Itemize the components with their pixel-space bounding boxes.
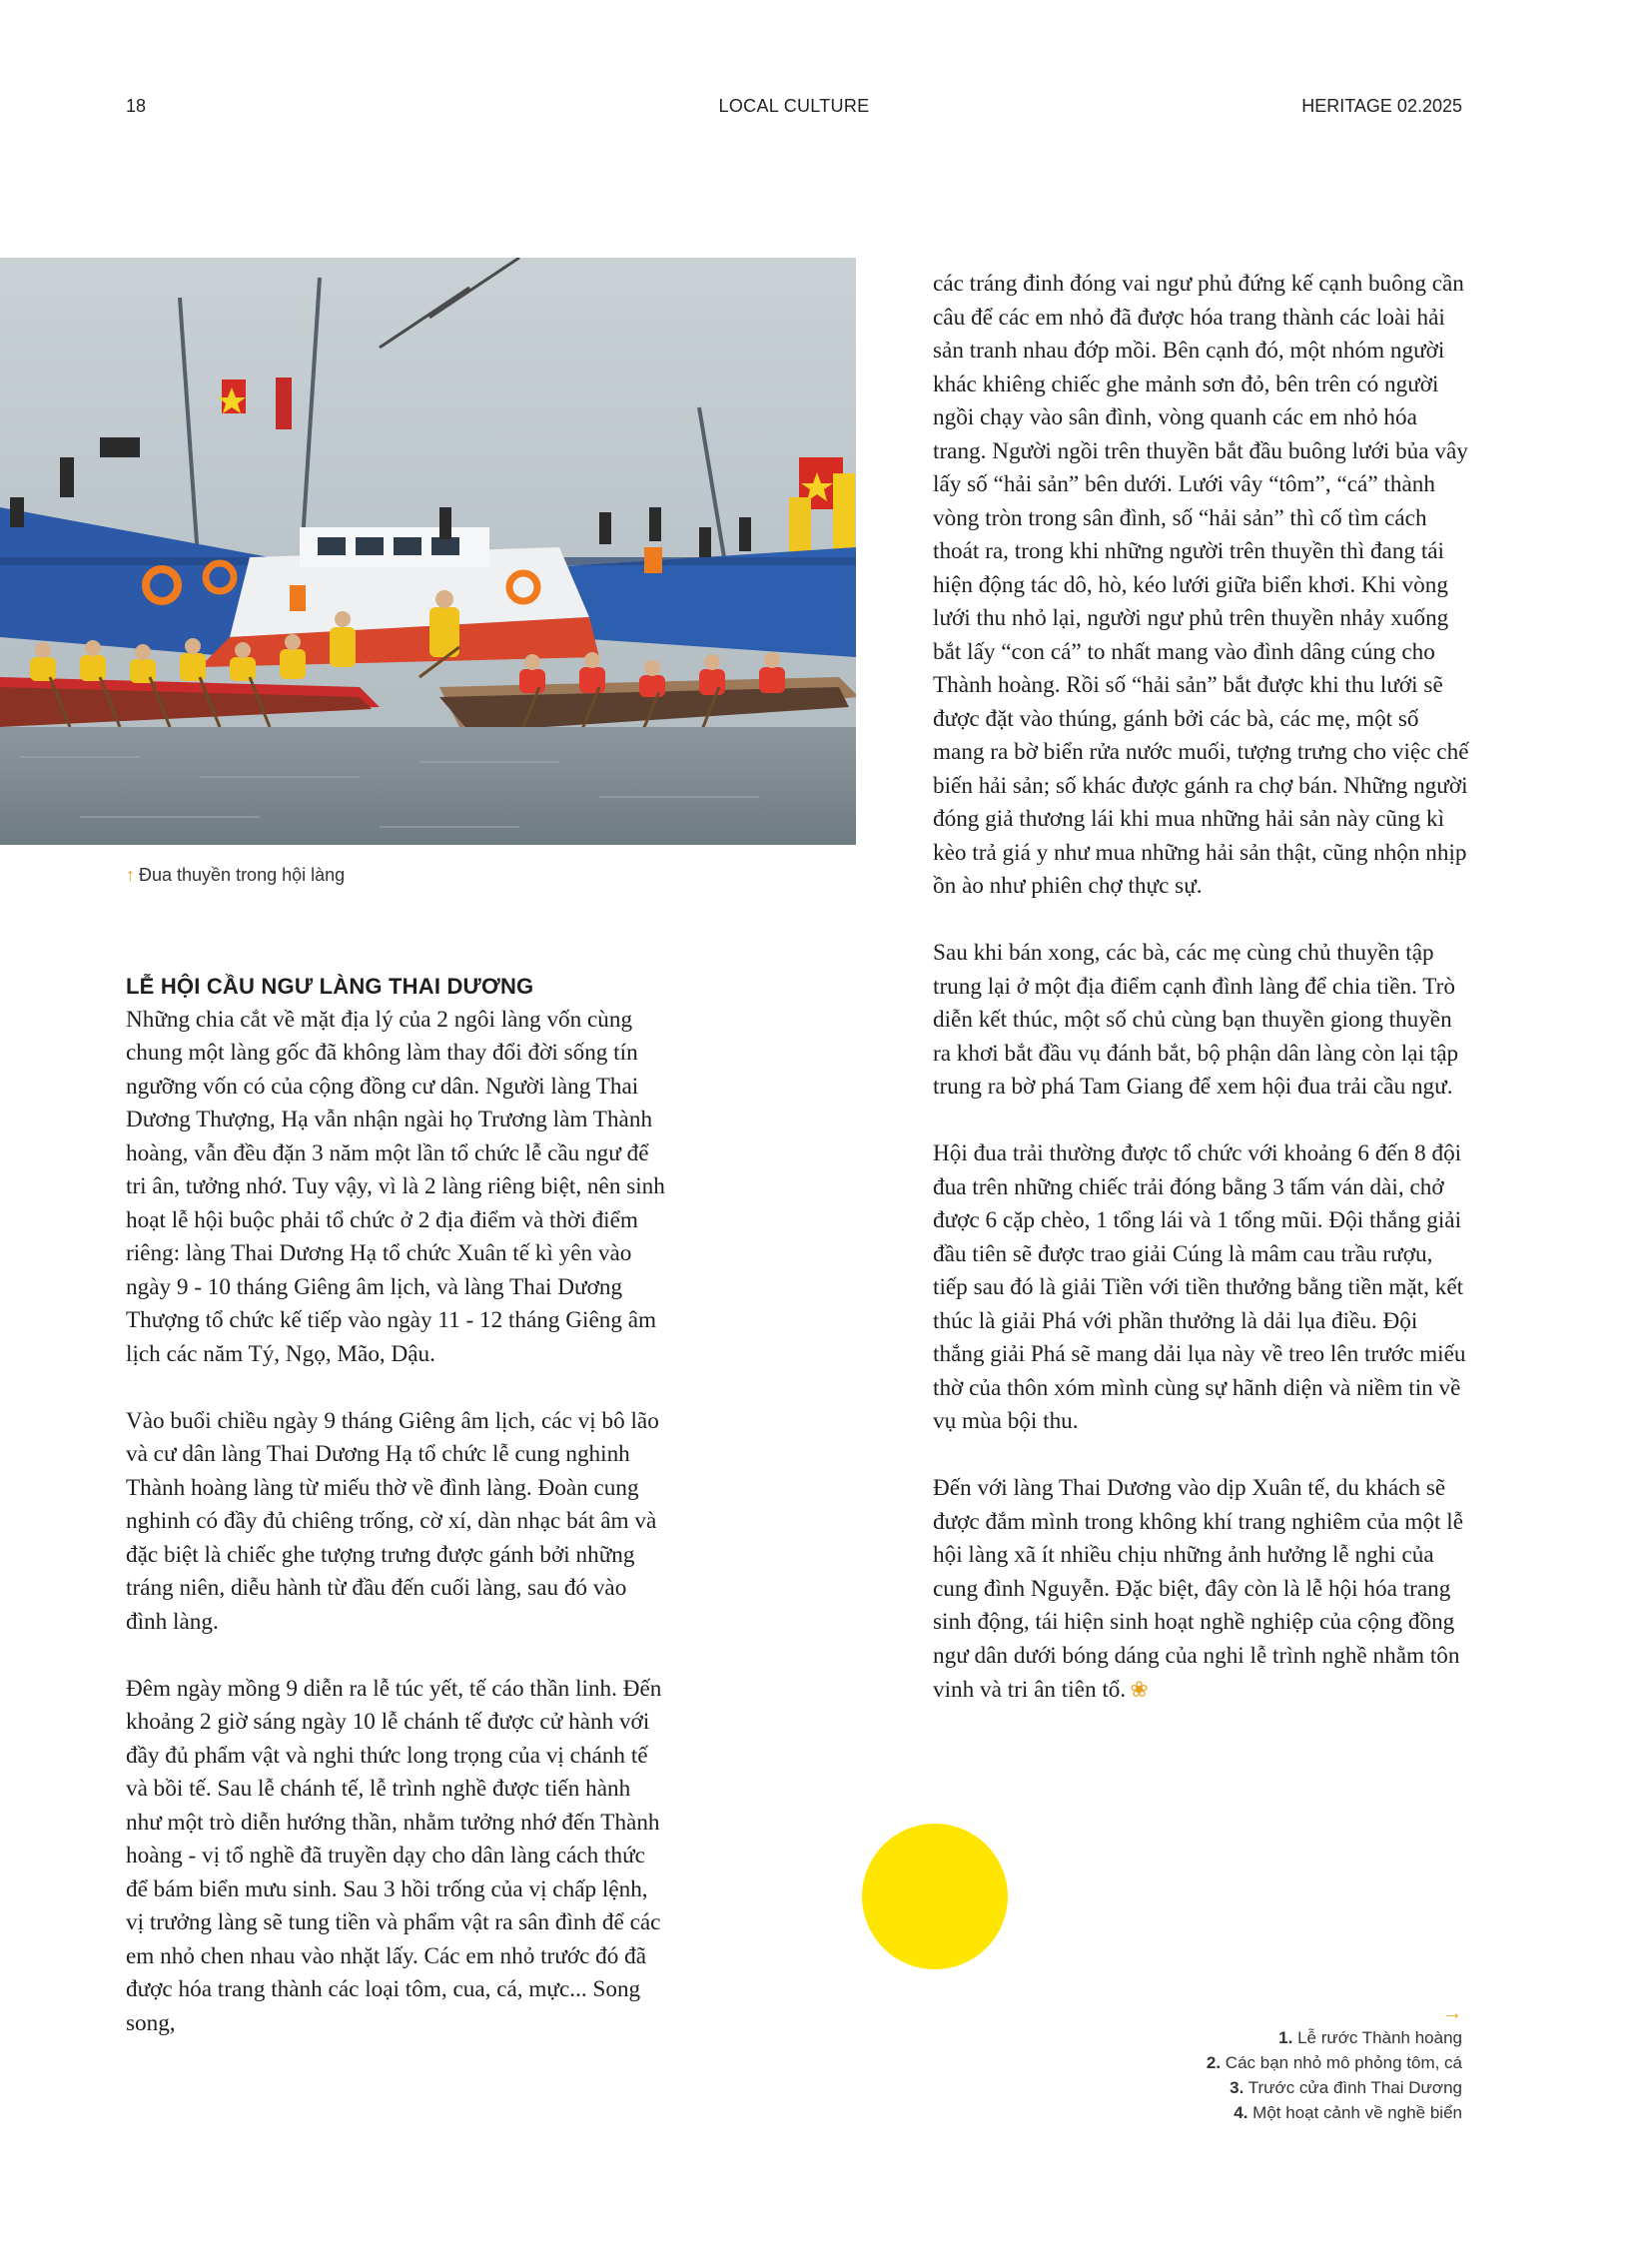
- article-paragraph: Những chia cắt về mặt địa lý của 2 ngôi làng vốn cùng chung một làng gốc đã không làm thay đổi đời sống tín ngưỡng vốn có của cộng đồng cư dân. Người làng Thai Dương Thượng, Hạ vẫn nhận ngài họ Trương làm Thành hoàng, vẫn đều đặn 3 năm một lần tổ chức lễ cầu ngư để tri ân, tưởng nhớ. Tuy vậy, vì là 2 làng riêng biệt, nên sinh hoạt lễ hội buộc phải tổ chức ở 2 địa điểm và thời điểm riêng: làng Thai Dương Hạ tổ chức Xuân tế kì yên vào ngày 9 - 10 tháng Giêng âm lịch, và làng Thai Dương Thượng tổ chức kế tiếp vào ngày 11 - 12 tháng Giêng âm lịch các năm Tý, Ngọ, Mão, Dậu.: [126, 1006, 665, 1367]
- article-left-column: [126, 970, 665, 2074]
- photo-captions-list: [1207, 2001, 1462, 2125]
- article-paragraph: Vào buổi chiều ngày 9 tháng Giêng âm lịch, các vị bô lão và cư dân làng Thai Dương Hạ tổ chức lễ cung nghinh Thành hoàng làng từ miếu thờ về đình làng. Đoàn cung nghinh có đầy đủ chiêng trống, cờ xí, dàn nhạc bát âm và đặc biệt là chiếc ghe tượng trưng được gánh bởi những tráng niên, diễu hành từ đầu đến cuối làng, sau đó vào đình làng.: [126, 1407, 659, 1635]
- list-item: 4. Một hoạt cảnh về nghề biển: [1234, 2103, 1462, 2122]
- photo-caption-text: Đua thuyền trong hội làng: [139, 865, 346, 885]
- list-item: 3. Trước cửa đình Thai Dương: [1230, 2078, 1462, 2097]
- arrow-up-icon: ↑: [126, 865, 135, 885]
- article-paragraph: Đến với làng Thai Dương vào dịp Xuân tế, du khách sẽ được đắm mình trong không khí trang nghiêm của một lễ hội làng xã ít nhiều chịu những ảnh hưởng lễ nghi của cung đình Nguyễn. Đặc biệt, đây còn là lễ hội hóa trang sinh động, tái hiện sinh hoạt nghề nghiệp của cộng đồng ngư dân dưới bóng dáng của nghi lễ trình nghề nhằm tôn vinh và tri ân tiên tổ.: [933, 1475, 1463, 1703]
- article-heading: LỄ HỘI CẦU NGƯ LÀNG THAI DƯƠNG: [126, 974, 534, 999]
- boat-race-illustration: [0, 258, 856, 845]
- page-number: 18: [126, 96, 147, 116]
- page-header: [126, 96, 1462, 122]
- article-paragraph: Đêm ngày mồng 9 diễn ra lễ túc yết, tế cáo thần linh. Đến khoảng 2 giờ sáng ngày 10 lễ chánh tế được cử hành với đầy đủ phẩm vật và nghi thức long trọng của vị chánh tế và bồi tế. Sau lễ chánh tế, lễ trình nghề được tiến hành như một trò diễn hướng thần, nhằm tưởng nhớ đến Thành hoàng - vị tổ nghề đã truyền dạy cho dân làng cách thức để bám biển mưu sinh. Sau 3 hồi trống của vị chấp lệnh, vị trưởng làng sẽ tung tiền và phẩm vật ra sân đình để các em nhỏ chen nhau vào nhặt lấy. Các em nhỏ trước đó đã được hóa trang thành các loại tôm, cua, cá, mực... Song song,: [126, 1675, 662, 2036]
- article-last-paragraph: [933, 1472, 1472, 1708]
- photo-caption: [126, 865, 345, 886]
- section-title: LOCAL CULTURE: [718, 96, 870, 116]
- arrow-right-icon: →: [1442, 2002, 1462, 2024]
- article-paragraph: các tráng đinh đóng vai ngư phủ đứng kế cạnh buông cần câu để các em nhỏ đã được hóa trang thành các loài hải sản tranh nhau đớp mồi. Bên cạnh đó, một nhóm người khác khiêng chiếc ghe mảnh sơn đỏ, bên trên có người ngồi chạy vào sân đình, vòng quanh các em nhỏ hóa trang. Người ngồi trên thuyền bắt đầu buông lưới bủa vây lấy số “hải sản” bên dưới. Lưới vây “tôm”, “cá” thành vòng tròn trong sân đình, số “hải sản” thì cố tìm cách thoát ra, trong khi những người trên thuyền thì đang tái hiện động tác dô, hò, kéo lưới giữa biển khơi. Khi vòng lưới thu nhỏ lại, người ngư phủ trên thuyền nhảy xuống bắt lấy “con cá” to nhất mang vào đình dâng cúng cho Thành hoàng. Rồi số “hải sản” bắt được khi thu lưới sẽ được đặt vào thúng, gánh bởi các bà, các mẹ, một số mang ra bờ biển rửa nước muối, tượng trưng cho việc chế biến hải sản; số khác được gánh ra chợ bán. Những người đóng giả thương lái khi mua những hải sản này cũng kì kèo trả giá y như mua những hải sản thật, cũng nhộn nhịp ồn ào như phiên chợ thực sự.: [933, 271, 1469, 899]
- list-item: 1. Lễ rước Thành hoàng: [1278, 2028, 1462, 2047]
- article-paragraph: Sau khi bán xong, các bà, các mẹ cùng chủ thuyền tập trung lại ở một địa điểm cạnh đình làng để chia tiền. Trò diễn kết thúc, một số chủ cùng bạn thuyền giong thuyền ra khơi bắt đầu vụ đánh bắt, bộ phận dân làng còn lại tập trung ra bờ phá Tam Giang để xem hội đua trải cầu ngư.: [933, 940, 1459, 1100]
- article-right-column: [933, 268, 1472, 1741]
- boat-race-photo: [0, 258, 856, 845]
- list-item: 2. Các bạn nhỏ mô phỏng tôm, cá: [1206, 2053, 1462, 2072]
- article-paragraph: Hội đua trải thường được tổ chức với khoảng 6 đến 8 đội đua trên những chiếc trải đóng bằng 3 tấm ván dài, chở được 6 cặp chèo, 1 tổng lái và 1 tổng mũi. Đội thắng giải đầu tiên sẽ được trao giải Cúng là mâm cau trầu rượu, tiếp sau đó là giải Tiền với tiền thưởng bằng tiền mặt, kết thúc là giải Phá với phần thưởng là dải lụa điều. Đội thắng giải Phá sẽ mang dải lụa này về treo lên trước miếu thờ của thôn xóm mình cùng sự hãnh diện và niềm tin về vụ mùa bội thu.: [933, 1140, 1466, 1434]
- lotus-icon: ❀: [1130, 1677, 1149, 1702]
- yellow-decorative-dot: [862, 1824, 1008, 1969]
- issue-label: HERITAGE 02.2025: [1301, 96, 1462, 116]
